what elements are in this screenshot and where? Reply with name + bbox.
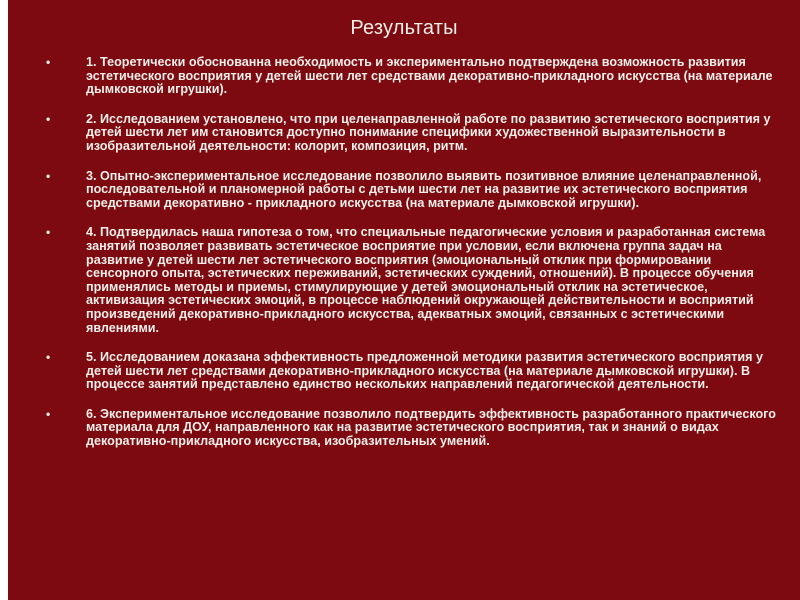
slide-title: Результаты	[350, 17, 458, 39]
list-item	[46, 170, 776, 211]
bullet-icon: •	[46, 168, 51, 183]
list-item-text: 4. Подтвердилась наша гипотеза о том, что специальные педагогические условия и разработанная система занятий позволяет развивать эстетическое восприятие при условии, если включена группа задач на развитие у детей шести лет эстетического восприятия (эмоциональный отклик при формировании сенсорного опыта, эстетических переживаний, эстетических суждений, отношений). В процессе обучения применялись методы и приемы, стимулирующие у детей эмоциональный отклик на эстетическое, активизация эстетических эмоций, в процессе наблюдений окружающей действительности и восприятий произведений декоративно-прикладного искусства, адекватных эмоций, связанных с эстетическими явлениями.	[86, 225, 766, 335]
list-item	[46, 56, 776, 97]
bullet-icon: •	[46, 350, 51, 365]
results-list	[46, 56, 776, 465]
list-item-text: 6. Экспериментальное исследование позволило подтвердить эффективность разработанного практического материала для ДОУ, направленного как на развитие эстетического восприятия, так и знаний о видах декоративно-прикладного искусства, изобразительных умений.	[86, 406, 776, 449]
bullet-icon: •	[46, 225, 51, 240]
list-item-text: 2. Исследованием установлено, что при целенаправленной работе по развитию эстетического восприятия у детей шести лет им становится доступно понимание специфики художественной выразительности в изобразительной деятельности: колорит, композиция, ритм.	[86, 111, 771, 153]
slide	[8, 0, 800, 600]
list-item-text: 3. Опытно-экспериментальное исследование позволило выявить позитивное влияние целенаправленной, последовательной и планомерной работы с детьми шести лет на развитие их эстетического восприятия средствами декоративно - прикладного искусства (на материале дымковской игрушки).	[86, 168, 762, 210]
list-item-text: 5. Исследованием доказана эффективность предложенной методики развития эстетического восприятия у детей шести лет средствами декоративно-прикладного искусства (на материале дымковской игрушки). В процессе занятий представлено единство нескольких направлений педагогической деятельности.	[86, 350, 763, 392]
bullet-icon: •	[46, 111, 51, 126]
list-item	[46, 226, 776, 335]
list-item	[46, 113, 776, 154]
list-item-text: 1. Теоретически обоснованна необходимость и экспериментально подтверждена возможность развития эстетического восприятия у детей шести лет средствами декоративно-прикладного искусства (на материале дымковской игрушки).	[86, 55, 773, 97]
bullet-icon: •	[46, 406, 51, 421]
bullet-icon: •	[46, 55, 51, 69]
list-item	[46, 408, 776, 449]
list-item	[46, 351, 776, 392]
